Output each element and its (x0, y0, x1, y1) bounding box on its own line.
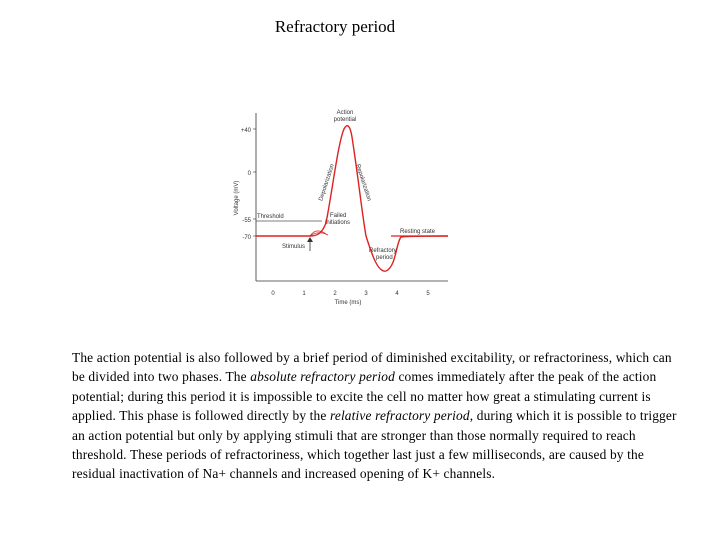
y-tick-label: -55 (242, 218, 251, 224)
action-potential-label: potential (333, 117, 357, 123)
y-axis-label: Voltage (mV) (234, 180, 240, 216)
body-text-part-3: , during which it is possible to trigger an action potential but only by applying stimuli that are stronger than those normally required to reach threshold. These periods of refractoriness, which together last just a few milliseconds, are caused by the residual inactivation of Na+ channels and increased opening of K+ channels. (72, 408, 677, 482)
repolarization-label: Repolarization (354, 163, 372, 202)
x-tick-label: 4 (395, 291, 399, 297)
x-tick-label: 0 (271, 291, 275, 297)
threshold-label: Threshold (257, 214, 284, 220)
y-tick-label: 0 (247, 171, 251, 177)
action-potential-label: Action (336, 110, 354, 116)
slide-title: Refractory period (274, 17, 396, 36)
depolarization-label: Depolarization (318, 163, 336, 202)
body-text-part-1: The action potential is also followed by a brief period of diminished excitability, or refractoriness, which can be divided into two phases. The (72, 350, 672, 385)
y-tick-label: +40 (240, 128, 251, 134)
failed-initiations-label: Failed (330, 213, 347, 219)
x-tick-label: 2 (333, 291, 337, 297)
body-paragraph (72, 348, 684, 484)
refractory-period-label: period (376, 255, 393, 261)
y-tick-label: -70 (242, 235, 251, 241)
relative-refractory-term: relative refractory period (329, 408, 470, 424)
body-text (72, 348, 684, 484)
x-axis-label: Time (ms) (334, 300, 362, 306)
action-potential-figure (226, 103, 452, 307)
stimulus-label: Stimulus (282, 244, 306, 250)
x-tick-label: 1 (302, 291, 306, 297)
resting-state-label: Resting state (400, 229, 436, 235)
x-tick-label: 3 (364, 291, 368, 297)
failed-initiations-label: initiations (325, 220, 351, 226)
absolute-refractory-term: absolute refractory period (250, 369, 395, 385)
refractory-period-label: Refractory (369, 248, 397, 254)
x-tick-label: 5 (426, 291, 430, 297)
stimulus-arrowhead (307, 237, 313, 242)
body-text-part-2: comes immediately after the peak of the action potential; during this period it is impossible to excite the cell no matter how great a stimulating current is applied. This phase is followed directly by the (72, 369, 657, 424)
